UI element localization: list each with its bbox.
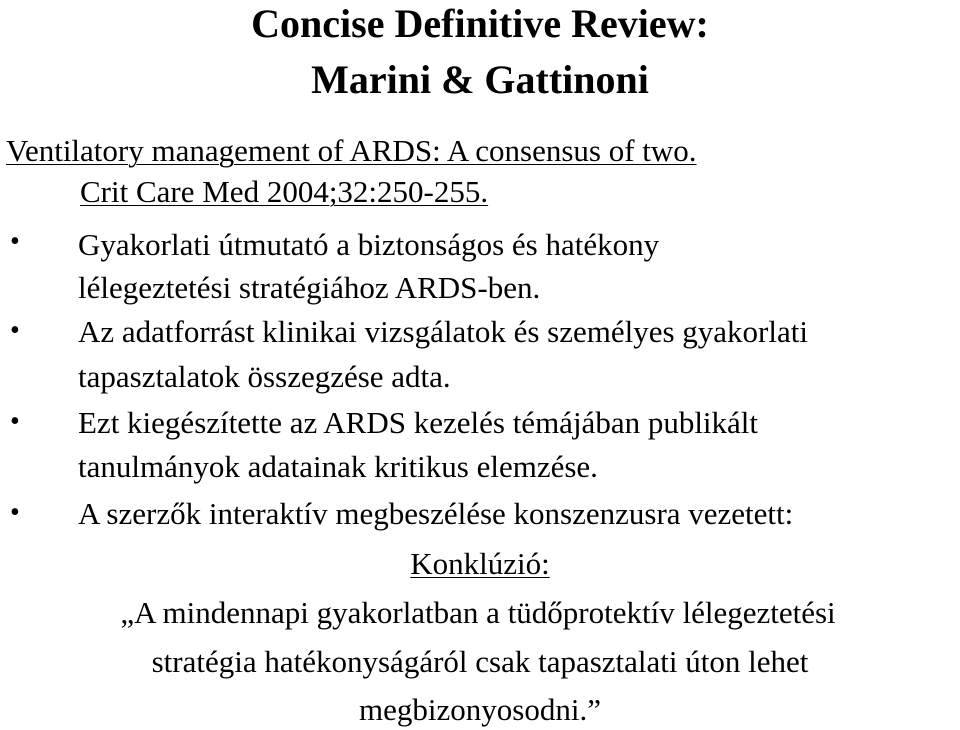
bullet-text-line-2: lélegeztetési stratégiához ARDS-ben. xyxy=(78,270,541,305)
conclusion-quote-line-2: stratégia hatékonyságáról csak tapasztalati úton lehet xyxy=(151,644,809,679)
bullet-text-line-2: tapasztalatok összegzése adta. xyxy=(78,359,451,394)
conclusion-quote-line-3: megbizonyosodni.” xyxy=(359,692,601,727)
bullet-text-line-1: Gyakorlati útmutató a biztonságos és hatékony xyxy=(78,227,660,262)
bullet-text-line-1: A szerzők interaktív megbeszélése konszenzusra vezetett: xyxy=(78,496,794,531)
conclusion-quote-line-1: „A mindennapi gyakorlatban a tüdőprotektív lélegeztetési xyxy=(120,595,836,630)
bullet-text-line-1: Az adatforrást klinikai vizsgálatok és személyes gyakorlati xyxy=(78,314,808,349)
slide-title-line-2: Marini & Gattinoni xyxy=(311,57,649,102)
bullet-text-line-2: tanulmányok adatainak kritikus elemzése. xyxy=(78,449,598,484)
slide-title-line-1: Concise Definitive Review: xyxy=(251,1,709,46)
bullet-icon: • xyxy=(10,406,20,437)
conclusion-heading-container xyxy=(0,544,960,584)
reference-line-1: Ventilatory management of ARDS: A consensus of two. xyxy=(6,133,697,168)
bullet-icon: • xyxy=(10,226,20,257)
bullet-icon: • xyxy=(10,497,20,528)
conclusion-heading: Konklúzió: xyxy=(410,546,550,581)
bullet-icon: • xyxy=(10,315,20,346)
reference-line-2: Crit Care Med 2004;32:250-255. xyxy=(80,174,489,209)
bullet-text-line-1: Ezt kiegészítette az ARDS kezelés témájában publikált xyxy=(78,405,759,440)
